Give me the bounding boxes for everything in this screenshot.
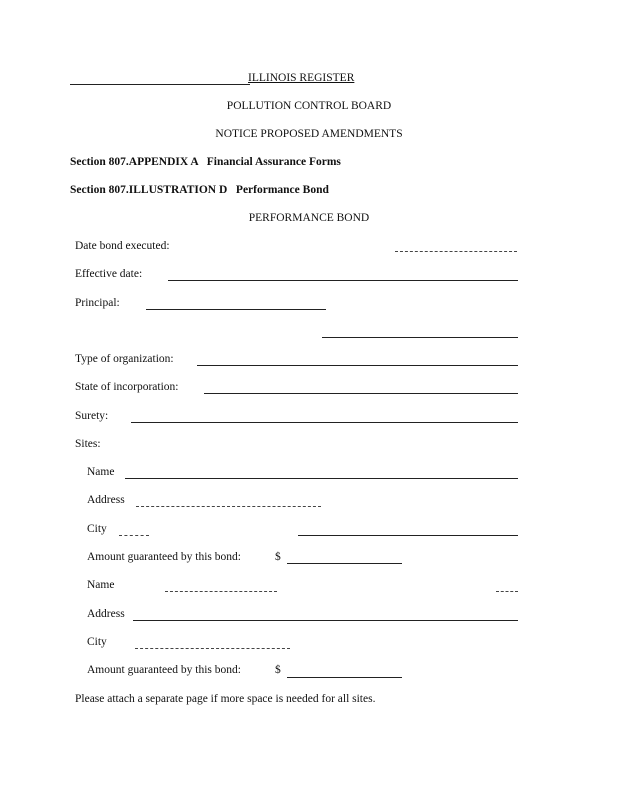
site1-address-label: Address xyxy=(87,494,125,506)
site2-address-label: Address xyxy=(87,608,125,620)
section-illustration: Section 807.ILLUSTRATION D Performance Bond xyxy=(70,184,329,196)
site1-city-field-short[interactable] xyxy=(119,535,149,536)
site2-address-field[interactable] xyxy=(133,620,518,621)
type-of-org-label: Type of organization: xyxy=(75,353,174,365)
principal-label: Principal: xyxy=(75,297,120,309)
state-of-inc-label: State of incorporation: xyxy=(75,381,179,393)
site1-name-field[interactable] xyxy=(125,478,518,479)
surety-label: Surety: xyxy=(75,410,109,422)
sites-label: Sites: xyxy=(75,438,101,450)
board-title: POLLUTION CONTROL BOARD xyxy=(226,100,392,112)
notice-title: NOTICE PROPOSED AMENDMENTS xyxy=(215,128,403,140)
effective-date-label: Effective date: xyxy=(75,268,143,280)
site1-dollar-sign: $ xyxy=(275,551,281,563)
site2-city-field[interactable] xyxy=(135,648,290,649)
date-executed-field[interactable] xyxy=(395,251,517,252)
site1-amount-field[interactable] xyxy=(287,563,402,564)
site1-name-label: Name xyxy=(87,466,115,478)
principal-field-line2[interactable] xyxy=(322,337,518,338)
site2-name-label: Name xyxy=(87,579,115,591)
site2-name-field[interactable] xyxy=(165,591,277,592)
site2-name-field-end[interactable] xyxy=(496,591,518,592)
register-title: ILLINOIS REGISTER xyxy=(248,72,355,84)
site1-city-label: City xyxy=(87,523,107,535)
state-of-inc-field[interactable] xyxy=(204,393,518,394)
site2-amount-field[interactable] xyxy=(287,677,402,678)
principal-field[interactable] xyxy=(146,309,326,310)
site2-city-label: City xyxy=(87,636,107,648)
site1-amount-label: Amount guaranteed by this bond: xyxy=(87,551,241,563)
form-title: PERFORMANCE BOND xyxy=(248,212,370,224)
footer-note: Please attach a separate page if more space is needed for all sites. xyxy=(75,693,376,705)
effective-date-field[interactable] xyxy=(168,280,518,281)
type-of-org-field[interactable] xyxy=(197,365,518,366)
site1-address-field[interactable] xyxy=(136,506,321,507)
register-rule xyxy=(70,84,250,85)
site2-dollar-sign: $ xyxy=(275,664,281,676)
site1-city-field[interactable] xyxy=(298,535,518,536)
site2-amount-label: Amount guaranteed by this bond: xyxy=(87,664,241,676)
surety-field[interactable] xyxy=(131,422,518,423)
section-appendix: Section 807.APPENDIX A Financial Assurance Forms xyxy=(70,156,341,168)
date-executed-label: Date bond executed: xyxy=(75,240,170,252)
